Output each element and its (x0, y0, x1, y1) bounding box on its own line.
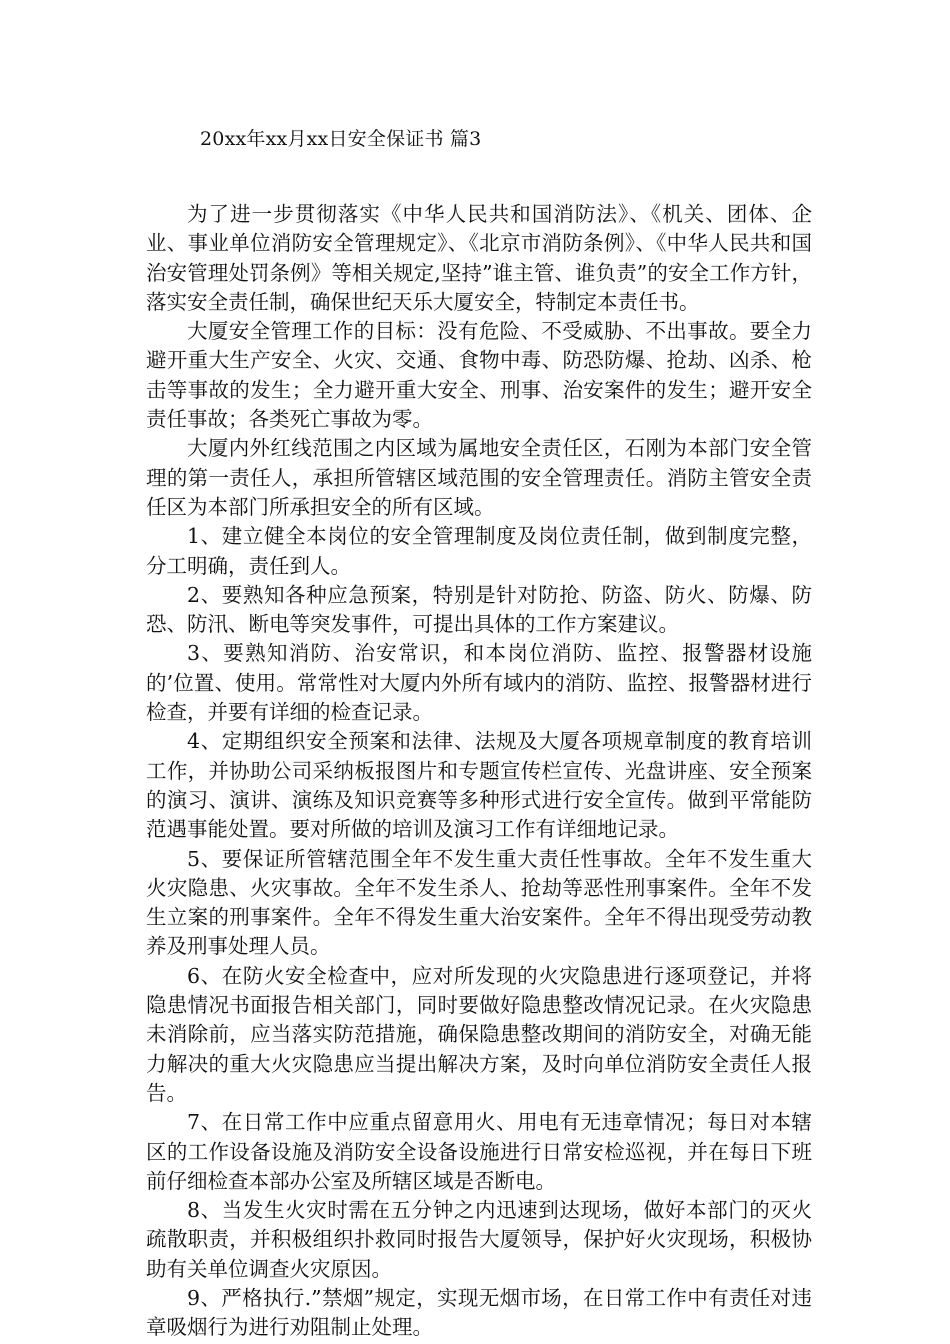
paragraph-item-2: 2、要熟知各种应急预案，特别是针对防抢、防盗、防火、防爆、防恐、防汛、断电等突发事件，可提出具体的工作方案建议。 (146, 582, 812, 637)
paragraph-item-4: 4、定期组织安全预案和法律、法规及大厦各项规章制度的教育培训工作，并协助公司采纳板报图片和专题宣传栏宣传、光盘讲座、安全预案的演习、演讲、演练及知识竞赛等多种形式进行安全宣传。做到平常能防范遇事能处置。要对所做的培训及演习工作有详细地记录。 (146, 729, 812, 842)
paragraph-responsibility-area: 大厦内外红线范围之内区域为属地安全责任区，石刚为本部门安全管理的第一责任人，承担所管辖区域范围的安全管理责任。消防主管安全责任区为本部门所承担安全的所有区域。 (146, 436, 812, 519)
paragraph-goal: 大厦安全管理工作的目标：没有危险、不受威胁、不出事故。要全力避开重大生产安全、火灾、交通、食物中毒、防恐防爆、抢劫、凶杀、枪击等事故的发生；全力避开重大安全、刑事、治安案件的发生；避开安全责任事故；各类死亡事故为零。 (146, 319, 812, 432)
paragraph-item-5: 5、要保证所管辖范围全年不发生重大责任性事故。全年不发生重大火灾隐患、火灾事故。全年不发生杀人、抢劫等恶性刑事案件。全年不发生立案的刑事案件。全年不得发生重大治安案件。全年不得出现受劳动教养及刑事处理人员。 (146, 846, 812, 959)
paragraph-item-9: 9、严格执行.”禁烟”规定，实现无烟市场，在日常工作中有责任对违章吸烟行为进行劝阻制止处理。 (146, 1285, 812, 1340)
paragraph-intro: 为了进一步贯彻落实《中华人民共和国消防法》、《机关、团体、企业、事业单位消防安全管理规定》、《北京市消防条例》、《中华人民共和国治安管理处罚条例》等相关规定,坚持”谁主管、谁负责”的安全工作方针，落实安全责任制，确保世纪天乐大厦安全，特制定本责任书。 (146, 202, 812, 314)
paragraph-item-8: 8、当发生火灾时需在五分钟之内迅速到达现场，做好本部门的灭火疏散职责，并积极组织扑救同时报告大厦领导，保护好火灾现场，积极协助有关单位调查火灾原因。 (146, 1198, 812, 1281)
paragraph-item-6: 6、在防火安全检查中，应对所发现的火灾隐患进行逐项登记，并将隐患情况书面报告相关部门，同时要做好隐患整改情况记录。在火灾隐患未消除前，应当落实防范措施，确保隐患整改期间的消防安全，对确无能力解决的重大火灾隐患应当提出解决方案，及时向单位消防安全责任人报告。 (146, 963, 812, 1105)
paragraph-item-1: 1、建立健全本岗位的安全管理制度及岗位责任制，做到制度完整，分工明确，责任到人。 (146, 524, 812, 578)
document-title: 20xx年xx月xx日安全保证书 篇3 (200, 128, 482, 150)
document-body (146, 200, 812, 1343)
paragraph-item-7: 7、在日常工作中应重点留意用火、用电有无违章情况；每日对本辖区的工作设备设施及消防安全设备设施进行日常安检巡视，并在每日下班前仔细检查本部办公室及所辖区域是否断电。 (146, 1110, 812, 1193)
paragraph-item-3: 3、要熟知消防、治安常识，和本岗位消防、监控、报警器材设施的’位置、使用。常常性对大厦内外所有域内的消防、监控、报警器材进行检查，并要有详细的检查记录。 (146, 641, 812, 725)
